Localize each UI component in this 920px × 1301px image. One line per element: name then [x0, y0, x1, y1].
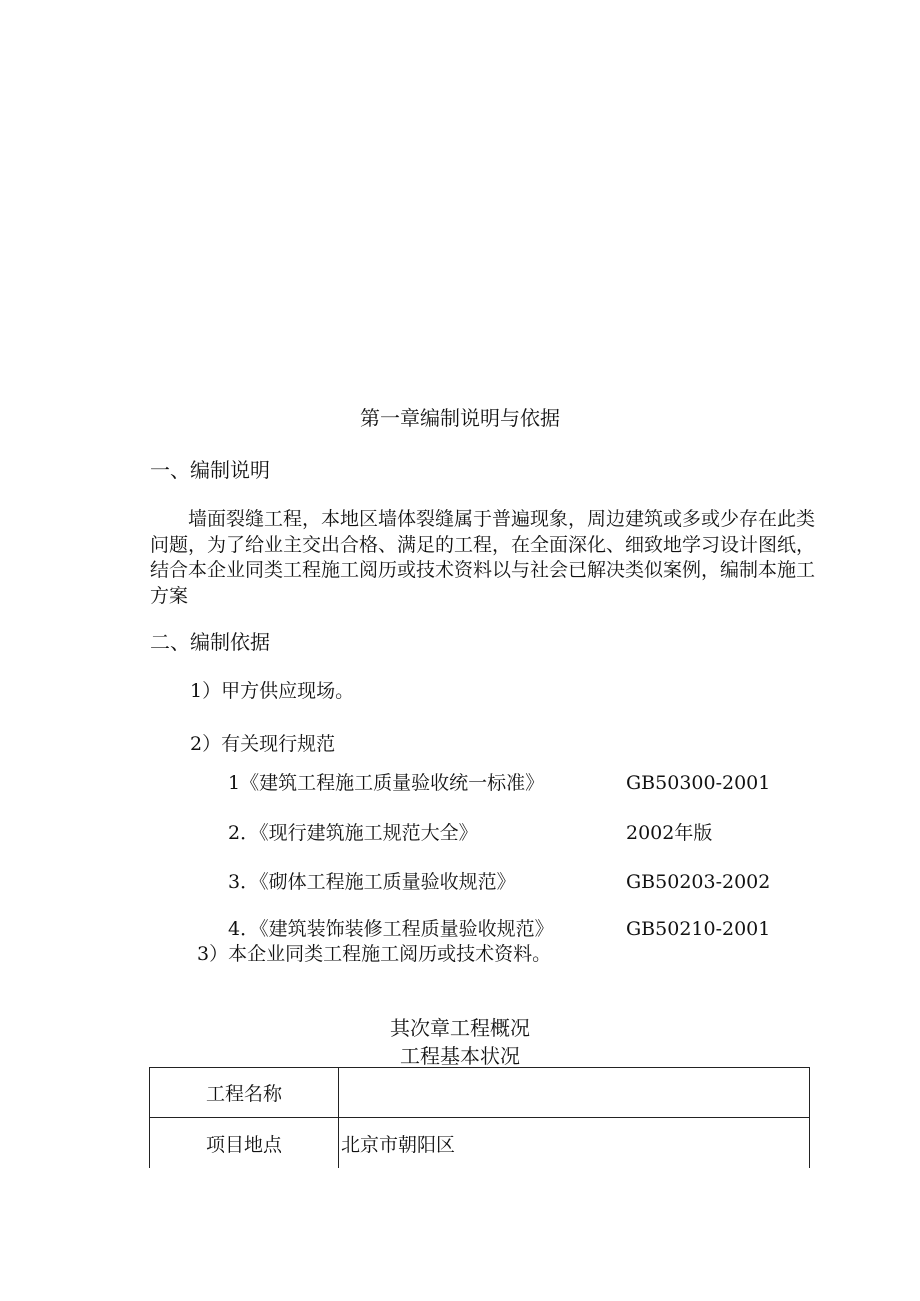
basis-item-1: 1）甲方供应现场。 [190, 680, 355, 702]
basis-item-2: 2）有关现行规范 [190, 733, 336, 755]
chapter1-title: 第一章编制说明与依据 [360, 406, 560, 430]
paragraph-line-3: 结合本企业同类工程施工阅历或技术资料以与社会已解决类似案例，编制本施工 [150, 559, 816, 581]
standard-code: GB50203-2002 [626, 871, 771, 893]
table-row [150, 1068, 810, 1118]
chapter2-title: 其次章工程概况 [390, 1016, 530, 1040]
standard-code: GB50300-2001 [626, 772, 771, 794]
standard-name: 2．《现行建筑施工规范大全》 [228, 822, 478, 844]
section1-heading: 一、编制说明 [150, 458, 270, 482]
basis-item-3: 3）本企业同类工程施工阅历或技术资料。 [197, 943, 552, 965]
section2-heading: 二、编制依据 [150, 630, 270, 654]
project-location-value: 北京市朝阳区 [339, 1118, 810, 1169]
project-info-table [149, 1067, 810, 1168]
table-caption: 工程基本状况 [400, 1044, 520, 1068]
paragraph-line-4: 方案 [150, 584, 189, 607]
paragraph-line-2: 问题，为了给业主交出合格、满足的工程，在全面深化、细致地学习设计图纸， [150, 533, 816, 556]
project-name-label: 工程名称 [150, 1068, 339, 1118]
description-paragraph [150, 507, 816, 609]
standard-code: GB50210-2001 [626, 918, 771, 940]
standard-name: 1《建筑工程施工质量验收统一标准》 [228, 772, 545, 794]
project-name-value [339, 1068, 810, 1118]
standard-name: 4．《建筑装饰装修工程质量验收规范》 [228, 918, 554, 940]
paragraph-line-1: 墙面裂缝工程，本地区墙体裂缝属于普遍现象，周边建筑或多或少存在此类 [188, 508, 816, 530]
project-location-label: 项目地点 [150, 1118, 339, 1169]
table-row [150, 1118, 810, 1169]
standard-code: 2002年版 [626, 822, 713, 844]
standard-name: 3．《砌体工程施工质量验收规范》 [228, 871, 516, 893]
